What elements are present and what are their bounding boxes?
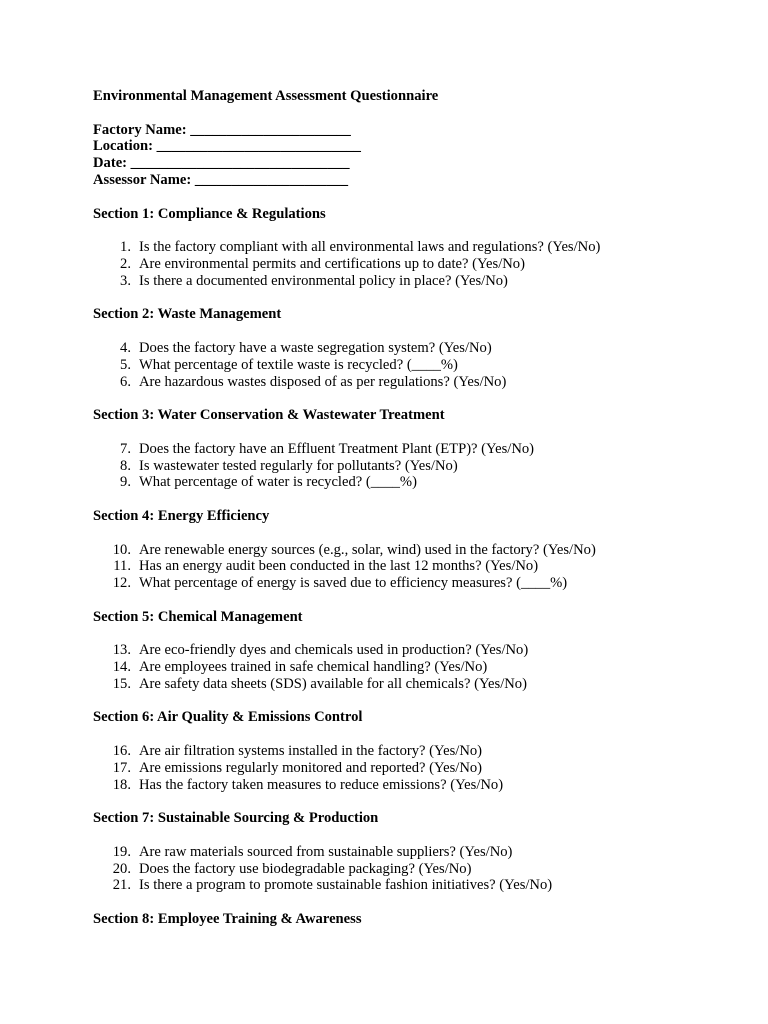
question-number: 19. [112, 843, 131, 860]
section [93, 911, 728, 928]
question-text: Are environmental permits and certifications up to date? (Yes/No) [139, 255, 525, 272]
section-heading: Section 4: Energy Efficiency [93, 507, 270, 524]
question-text: Are hazardous wastes disposed of as per regulations? (Yes/No) [139, 373, 507, 390]
question-item [93, 340, 728, 357]
question-text: Is there a documented environmental policy in place? (Yes/No) [139, 272, 508, 289]
question-list [93, 542, 728, 592]
question-list [93, 340, 728, 390]
factory-name-field: Factory Name: ______________________ [93, 121, 351, 138]
question-text: What percentage of water is recycled? (____%) [139, 474, 417, 491]
question-text: Are employees trained in safe chemical handling? (Yes/No) [139, 659, 488, 676]
date-field: Date: ______________________________ [93, 155, 350, 172]
question-item [93, 273, 728, 290]
question-number: 11. [113, 558, 131, 575]
question-number: 2. [120, 255, 131, 272]
section-heading: Section 2: Waste Management [93, 306, 282, 323]
section [93, 709, 728, 793]
question-text: Has the factory taken measures to reduce emissions? (Yes/No) [139, 776, 504, 793]
question-number: 17. [112, 759, 131, 776]
question-number: 9. [120, 474, 131, 491]
question-text: Are emissions regularly monitored and reported? (Yes/No) [139, 759, 483, 776]
question-text: Is the factory compliant with all environmental laws and regulations? (Yes/No) [139, 239, 601, 256]
question-item [93, 357, 728, 374]
question-item [93, 458, 728, 475]
question-item [93, 642, 728, 659]
question-item [93, 743, 728, 760]
section [93, 306, 728, 390]
question-item [93, 542, 728, 559]
question-text: What percentage of textile waste is recycled? (____%) [139, 356, 458, 373]
question-number: 20. [112, 860, 131, 877]
question-number: 16. [112, 743, 131, 760]
question-item [93, 861, 728, 878]
question-list [93, 844, 728, 894]
question-number: 13. [112, 642, 131, 659]
info-fields [93, 122, 728, 189]
section-heading: Section 1: Compliance & Regulations [93, 205, 326, 222]
question-text: Has an energy audit been conducted in the last 12 months? (Yes/No) [139, 558, 539, 575]
section-heading: Section 6: Air Quality & Emissions Control [93, 709, 363, 726]
question-number: 6. [120, 373, 131, 390]
question-item [93, 760, 728, 777]
question-item [93, 558, 728, 575]
section [93, 407, 728, 491]
section-heading: Section 8: Employee Training & Awareness [93, 911, 362, 928]
question-item [93, 441, 728, 458]
question-item [93, 575, 728, 592]
question-item [93, 239, 728, 256]
question-item [93, 676, 728, 693]
question-list [93, 239, 728, 289]
question-item [93, 256, 728, 273]
question-number: 7. [120, 440, 131, 457]
assessor-name-field: Assessor Name: _____________________ [93, 171, 349, 188]
question-list [93, 642, 728, 692]
question-item [93, 474, 728, 491]
section-heading: Section 3: Water Conservation & Wastewater Treatment [93, 407, 445, 424]
question-number: 3. [120, 272, 131, 289]
document-title: Environmental Management Assessment Questionnaire [93, 88, 439, 104]
section-heading: Section 7: Sustainable Sourcing & Production [93, 810, 379, 827]
question-text: Are renewable energy sources (e.g., solar, wind) used in the factory? (Yes/No) [139, 541, 596, 558]
question-text: Is there a program to promote sustainable fashion initiatives? (Yes/No) [139, 877, 553, 894]
question-number: 12. [112, 575, 131, 592]
question-number: 4. [120, 339, 131, 356]
question-text: Does the factory use biodegradable packaging? (Yes/No) [139, 860, 472, 877]
section [93, 609, 728, 693]
question-text: Does the factory have an Effluent Treatment Plant (ETP)? (Yes/No) [139, 440, 535, 457]
question-number: 14. [112, 659, 131, 676]
question-item [93, 374, 728, 391]
question-number: 1. [120, 239, 131, 256]
question-list [93, 441, 728, 491]
question-list [93, 743, 728, 793]
question-number: 18. [112, 776, 131, 793]
sections-container [93, 206, 728, 928]
question-item [93, 659, 728, 676]
section-heading: Section 5: Chemical Management [93, 608, 303, 625]
question-item [93, 844, 728, 861]
question-number: 10. [112, 541, 131, 558]
section [93, 508, 728, 592]
question-text: What percentage of energy is saved due to efficiency measures? (____%) [139, 575, 568, 592]
section [93, 810, 728, 894]
question-number: 8. [120, 457, 131, 474]
location-field: Location: ____________________________ [93, 138, 361, 155]
section [93, 206, 728, 290]
question-text: Are eco-friendly dyes and chemicals used in production? (Yes/No) [139, 642, 529, 659]
question-number: 5. [120, 356, 131, 373]
question-text: Does the factory have a waste segregation system? (Yes/No) [139, 339, 492, 356]
question-text: Are raw materials sourced from sustainable suppliers? (Yes/No) [139, 843, 513, 860]
question-text: Are air filtration systems installed in the factory? (Yes/No) [139, 743, 483, 760]
question-item [93, 877, 728, 894]
question-text: Are safety data sheets (SDS) available for all chemicals? (Yes/No) [139, 675, 527, 692]
question-number: 15. [112, 675, 131, 692]
question-item [93, 777, 728, 794]
question-text: Is wastewater tested regularly for pollutants? (Yes/No) [139, 457, 458, 474]
question-number: 21. [112, 877, 131, 894]
